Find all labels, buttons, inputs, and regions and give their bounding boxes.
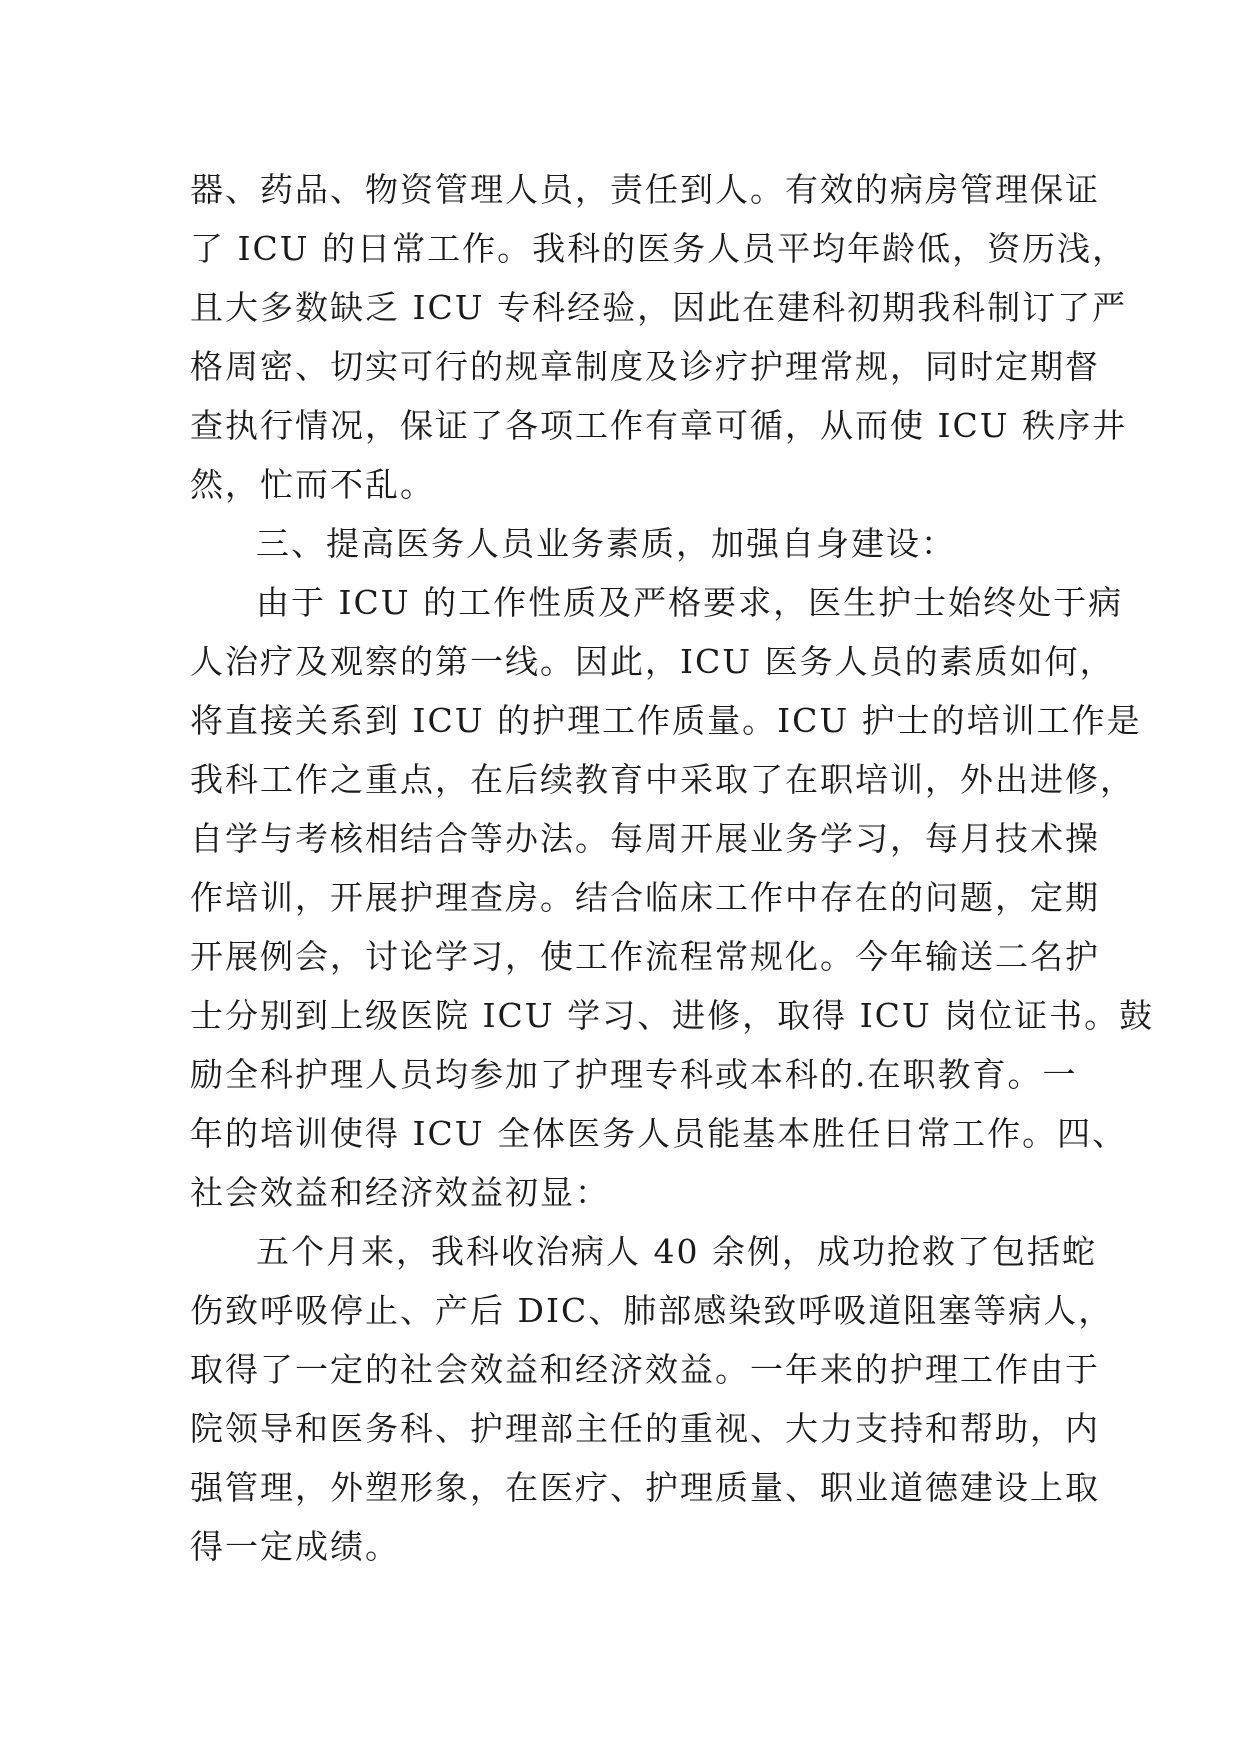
document-body: [190, 160, 1155, 1576]
text-line: 然，忙而不乱。: [190, 465, 435, 504]
text-line: 查执行情况，保证了各项工作有章可循，从而使 ICU 秩序井: [190, 406, 1128, 445]
section-heading: 社会效益和经济效益初显：: [190, 1173, 610, 1212]
text-line: 了 ICU 的日常工作。我科的医务人员平均年龄低，资历浅，: [190, 229, 1128, 268]
text-line: 强管理，外塑形象，在医疗、护理质量、职业道德建设上取: [190, 1468, 1100, 1507]
text-line: 得一定成绩。: [190, 1527, 400, 1566]
text-line: 器、药品、物资管理人员，责任到人。有效的病房管理保证: [190, 170, 1100, 209]
text-line: 年的培训使得 ICU 全体医务人员能基本胜任日常工作。四、: [190, 1114, 1128, 1153]
text-line: 五个月来，我科收治病人 40 余例，成功抢救了包括蛇: [256, 1232, 1097, 1271]
text-line: 励全科护理人员均参加了护理专科或本科的.在职教育。一: [190, 1055, 1078, 1094]
text-line: 由于 ICU 的工作性质及严格要求，医生护士始终处于病: [256, 583, 1124, 622]
section-heading: 三、提高医务人员业务素质，加强自身建设：: [256, 524, 956, 563]
text-line: 院领导和医务科、护理部主任的重视、大力支持和帮助，内: [190, 1409, 1100, 1448]
text-line: 士分别到上级医院 ICU 学习、进修，取得 ICU 岗位证书。鼓: [190, 996, 1155, 1035]
text-line: 取得了一定的社会效益和经济效益。一年来的护理工作由于: [190, 1350, 1100, 1389]
text-line: 且大多数缺乏 ICU 专科经验，因此在建科初期我科制订了严: [190, 288, 1128, 327]
text-line: 将直接关系到 ICU 的护理工作质量。ICU 护士的培训工作是: [190, 701, 1142, 740]
text-line: 伤致呼吸停止、产后 DIC、肺部感染致呼吸道阻塞等病人，: [190, 1291, 1114, 1330]
text-line: 作培训，开展护理查房。结合临床工作中存在的问题，定期: [190, 878, 1100, 917]
text-line: 格周密、切实可行的规章制度及诊疗护理常规，同时定期督: [190, 347, 1100, 386]
text-line: 人治疗及观察的第一线。因此，ICU 医务人员的素质如何，: [190, 642, 1115, 681]
text-line: 开展例会，讨论学习，使工作流程常规化。今年输送二名护: [190, 937, 1100, 976]
text-line: 我科工作之重点，在后续教育中采取了在职培训，外出进修，: [190, 760, 1135, 799]
text-line: 自学与考核相结合等办法。每周开展业务学习，每月技术操: [190, 819, 1100, 858]
